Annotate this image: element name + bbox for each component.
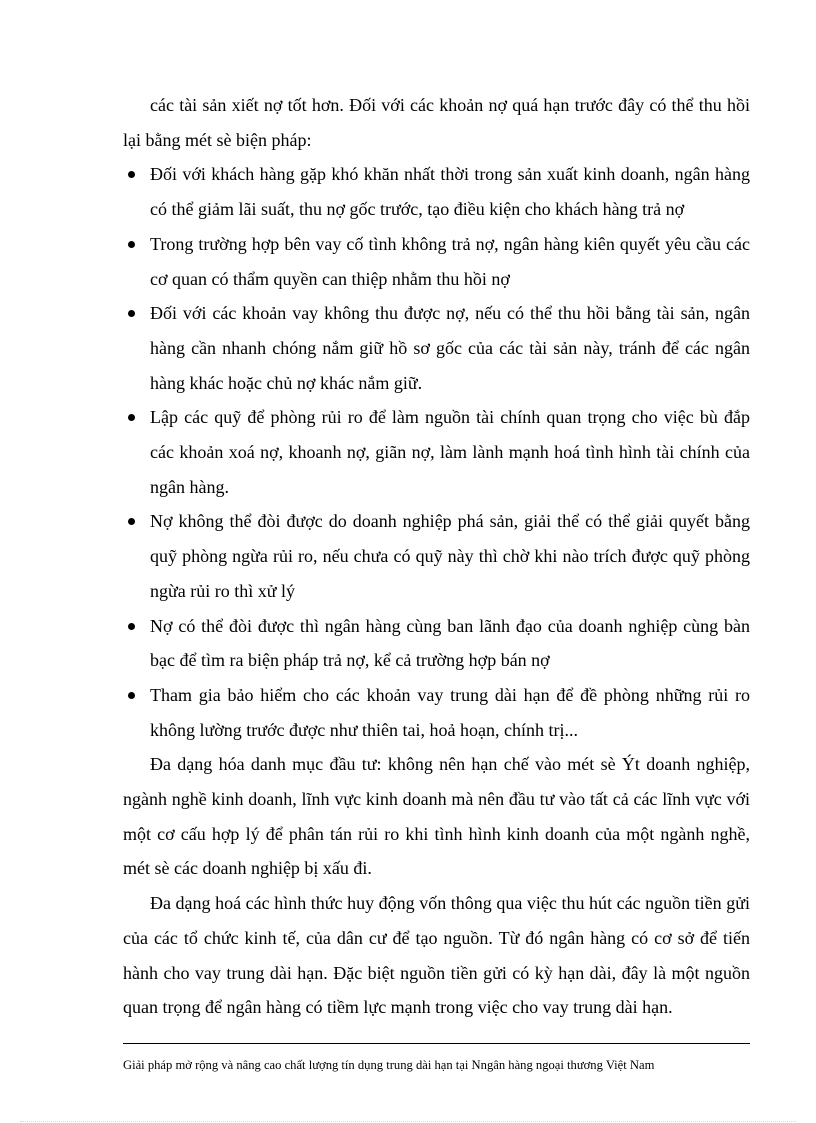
list-item-text: Đối với các khoản vay không thu được nợ, nếu có thể thu hồi bằng tài sản, ngân hàng cần nhanh chóng nắm giữ hồ sơ gốc của các tài sản này, tránh để các ngân hàng khác hoặc chủ nợ khác nắm giữ.	[150, 303, 750, 393]
list-item	[123, 400, 750, 504]
investment-diversification-paragraph: Đa dạng hóa danh mục đầu tư: không nên hạn chế vào mét sè Ýt doanh nghiệp, ngành nghề kinh doanh, lĩnh vực kinh doanh mà nên đầu tư vào tất cả các lĩnh vực với một cơ cấu hợp lý để phân tán rủi ro khi tình hình kinh doanh của một ngành nghề, mét sè các doanh nghiệp bị xấu đi.	[123, 754, 750, 879]
bullet-icon	[128, 623, 135, 630]
list-item-text: Tham gia bảo hiểm cho các khoản vay trung dài hạn để đề phòng những rủi ro không lường trước được như thiên tai, hoả hoạn, chính trị...	[150, 684, 750, 740]
document-body	[123, 88, 750, 1025]
list-item	[123, 157, 750, 226]
bullet-icon	[128, 692, 135, 699]
bullet-icon	[128, 171, 135, 178]
list-item	[123, 504, 750, 608]
list-item	[123, 678, 750, 747]
list-item-text: Nợ không thể đòi được do doanh nghiệp phá sản, giải thể có thể giải quyết bằng quỹ phòng ngừa rủi ro, nếu chưa có quỹ này thì chờ khi nào trích được quỹ phòng ngừa rủi ro thì xử lý	[150, 511, 750, 601]
page-bottom-edge	[20, 1121, 796, 1122]
recovery-measures-list	[123, 157, 750, 747]
bullet-icon	[128, 414, 135, 421]
list-item-text: Lập các quỹ để phòng rủi ro để làm nguồn tài chính quan trọng cho việc bù đắp các khoản xoá nợ, khoanh nợ, giãn nợ, làm lành mạnh hoá tình hình tài chính của ngân hàng.	[150, 407, 750, 497]
intro-paragraph: các tài sản xiết nợ tốt hơn. Đối với các khoản nợ quá hạn trước đây có thể thu hồi lại bằng mét sè biện pháp:	[123, 95, 750, 150]
list-item	[123, 609, 750, 678]
list-item-text: Đối với khách hàng gặp khó khăn nhất thời trong sản xuất kinh doanh, ngân hàng có thể giảm lãi suất, thu nợ gốc trước, tạo điều kiện cho khách hàng trả nợ	[150, 164, 750, 220]
bullet-icon	[128, 310, 135, 317]
list-item-text: Nợ có thể đòi được thì ngân hàng cùng ban lãnh đạo của doanh nghiệp cùng bàn bạc để tìm ra biện pháp trả nợ, kể cả trường hợp bán nợ	[150, 615, 750, 671]
funding-diversification-paragraph: Đa dạng hoá các hình thức huy động vốn thông qua việc thu hút các nguồn tiền gửi của các tổ chức kinh tế, của dân cư để tạo nguồn. Từ đó ngân hàng có cơ sở để tiến hành cho vay trung dài hạn. Đặc biệt nguồn tiền gửi có kỳ hạn dài, đây là một nguồn quan trọng để ngân hàng có tiềm lực mạnh trong việc cho vay trung dài hạn.	[123, 893, 750, 1018]
footer-divider	[123, 1043, 750, 1044]
list-item	[123, 227, 750, 296]
bullet-icon	[128, 518, 135, 525]
page-footer: Giải pháp mở rộng và nâng cao chất lượng tín dụng trung dài hạn tại Nngân hàng ngoại thương Việt Nam	[123, 1058, 655, 1072]
bullet-icon	[128, 241, 135, 248]
list-item-text: Trong trường hợp bên vay cố tình không trả nợ, ngân hàng kiên quyết yêu cầu các cơ quan có thẩm quyền can thiệp nhằm thu hồi nợ	[150, 233, 750, 289]
list-item	[123, 296, 750, 400]
